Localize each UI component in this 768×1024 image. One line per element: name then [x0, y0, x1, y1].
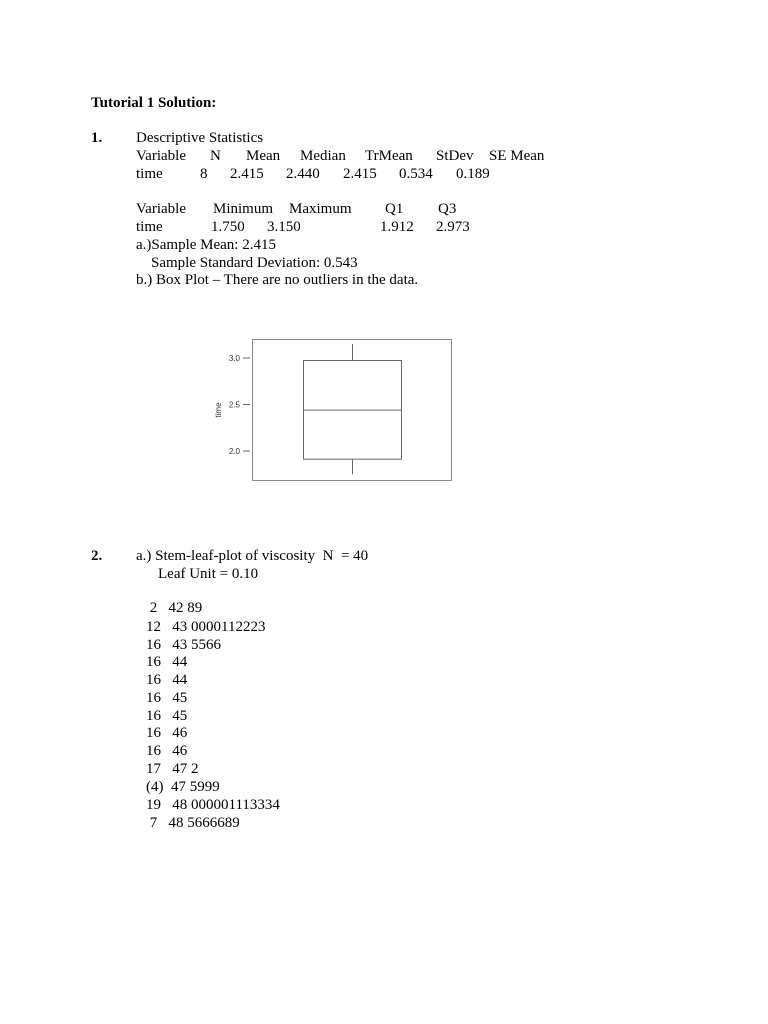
table1-cell-trmean: 2.415: [343, 166, 377, 182]
page-title: Tutorial 1 Solution:: [91, 95, 217, 111]
table1-cell-stdev: 0.534: [399, 166, 433, 182]
table1-cell-variable: time: [136, 166, 163, 182]
stem-leaf-row: 16 46: [146, 743, 188, 759]
y-tick-label: 2.5: [228, 400, 240, 410]
table1-cell-mean: 2.415: [230, 166, 264, 182]
stem-leaf-row: 16 45: [146, 708, 188, 724]
question-1-number: 1.: [91, 130, 103, 146]
y-tick-label: 2.0: [228, 447, 240, 456]
table1-header-stdev: StDev: [436, 148, 474, 164]
stem-leaf-row: 16 45: [146, 690, 188, 706]
stem-leaf-row: 16 44: [146, 672, 188, 688]
table1-cell-n: 8: [200, 166, 208, 182]
table1-header-median: Median: [300, 148, 346, 164]
box-group: [304, 344, 402, 474]
box-plot-note: b.) Box Plot – There are no outliers in the data.: [136, 272, 419, 288]
table2-cell-minimum: 1.750: [211, 219, 245, 235]
stem-leaf-row: 16 44: [146, 654, 188, 670]
table2-header-maximum: Maximum: [289, 201, 352, 217]
table2-cell-variable: time: [136, 219, 163, 235]
table1-header-variable: Variable: [136, 148, 186, 164]
y-axis-label: time: [214, 402, 223, 418]
stem-leaf-row: 19 48 000001113334: [146, 797, 280, 813]
sample-stdev-line: Sample Standard Deviation: 0.543: [151, 255, 358, 271]
table1-header-trmean: TrMean: [365, 148, 413, 164]
stem-leaf-row: 17 47 2: [146, 761, 199, 777]
descriptive-statistics-heading: Descriptive Statistics: [136, 130, 264, 146]
y-tick-label: 3.0: [228, 354, 240, 363]
table2-header-minimum: Minimum: [213, 201, 274, 217]
leaf-unit-label: Leaf Unit = 0.10: [158, 566, 259, 582]
stem-leaf-heading: a.) Stem-leaf-plot of viscosity N = 40: [136, 548, 369, 564]
y-axis: [229, 354, 250, 456]
table2-cell-maximum: 3.150: [267, 219, 301, 235]
stem-leaf-row: 16 43 5566: [146, 637, 221, 653]
table1-header-se-mean: SE Mean: [489, 148, 545, 164]
stem-leaf-row: 16 46: [146, 725, 188, 741]
table1-cell-median: 2.440: [286, 166, 320, 182]
plot-frame: [253, 340, 452, 481]
table2-header-q1: Q1: [385, 201, 404, 217]
table2-cell-q1: 1.912: [380, 219, 414, 235]
table1-cell-se-mean: 0.189: [456, 166, 490, 182]
table1-header-mean: Mean: [246, 148, 281, 164]
stem-leaf-row: 12 43 0000112223: [146, 619, 266, 635]
table2-header-q3: Q3: [438, 201, 457, 217]
stem-leaf-row: 7 48 5666689: [146, 815, 240, 831]
table2-header-variable: Variable: [136, 201, 186, 217]
question-2-number: 2.: [91, 548, 103, 564]
stem-leaf-row: 2 42 89: [146, 600, 203, 616]
iqr-box: [304, 361, 402, 460]
table2-cell-q3: 2.973: [436, 219, 470, 235]
stem-leaf-row: (4) 47 5999: [146, 779, 220, 795]
sample-mean-line: a.)Sample Mean: 2.415: [136, 237, 276, 253]
table1-header-n: N: [210, 148, 221, 164]
